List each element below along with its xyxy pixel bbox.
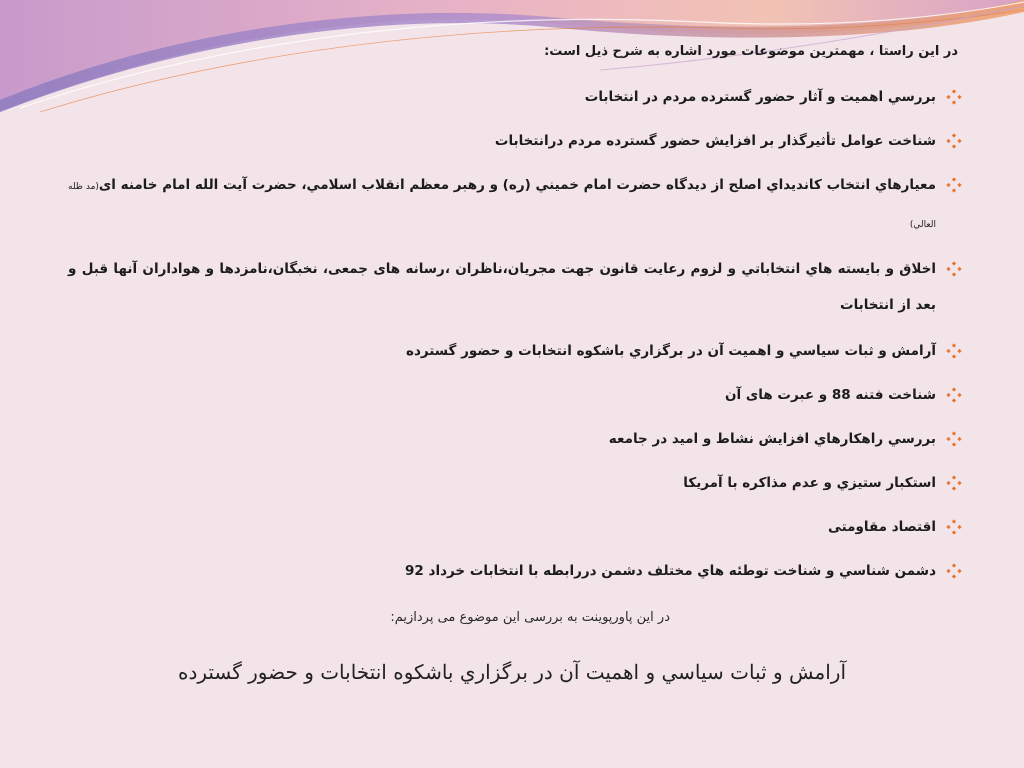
bullet-text: شناخت عوامل تأثيرگذار بر افزايش حضور گسترده مردم درانتخابات	[494, 133, 936, 149]
list-item	[52, 258, 962, 323]
bullet-text: شناخت فتنه 88 و عبرت های آن	[725, 387, 936, 403]
list-item	[52, 516, 962, 545]
diamond-bullet-icon	[946, 261, 962, 277]
bullet-text	[68, 167, 936, 243]
presentation-note: در این پاورپوینت به بررسی این موضوع می پردازیم:	[390, 610, 670, 625]
bullet-text: بررسي اهميت و آثار حضور گسترده مردم در انتخابات	[584, 89, 936, 105]
diamond-bullet-icon	[946, 563, 962, 579]
bullet-text: استكبار ستيزي و عدم مذاكره با آمريكا	[683, 475, 936, 491]
diamond-bullet-icon	[946, 133, 962, 149]
topic-headline: آرامش و ثبات سياسي و اهميت آن در برگزاري باشكوه انتخابات و حضور گسترده	[177, 660, 847, 684]
list-item	[52, 130, 962, 159]
bullet-honorific: (مد ظله العالي)	[68, 182, 936, 230]
bullet-text: اقتصاد مقاومتی	[827, 519, 936, 535]
diamond-bullet-icon	[946, 387, 962, 403]
list-item	[52, 384, 962, 413]
diamond-bullet-icon	[946, 89, 962, 105]
list-item	[52, 428, 962, 457]
list-item	[52, 86, 962, 115]
intro-text: در اين راستا ، مهمترين موضوعات مورد اشاره به شرح ذيل است:	[544, 44, 958, 59]
list-item	[52, 560, 962, 589]
diamond-bullet-icon	[946, 343, 962, 359]
bullet-text: آرامش و ثبات سياسي و اهميت آن در برگزاري باشكوه انتخابات و حضور گسترده	[406, 343, 936, 359]
bullet-text: دشمن شناسي و شناخت توطئه هاي مختلف دشمن دررابطه با انتخابات خرداد 92	[405, 563, 936, 579]
bullet-text: بررسي راهكارهاي افزايش نشاط و اميد در جامعه	[608, 431, 936, 447]
diamond-bullet-icon	[946, 519, 962, 535]
diamond-bullet-icon	[946, 431, 962, 447]
list-item	[52, 472, 962, 501]
bullet-main-text: معيارهاي انتخاب كانديداي اصلح از ديدگاه حضرت امام خميني (ره) و رهبر معظم انقلاب اسلامي، حضرت آيت الله امام خامنه ای	[98, 177, 936, 193]
bullet-text: اخلاق و بايسته هاي انتخاباتي و لزوم رعايت قانون جهت مجريان،ناظران ،رسانه های جمعی، نخبگان،نامزدها و هواداران آنها قبل و بعد از انتخابات	[68, 261, 936, 313]
list-item	[52, 340, 962, 369]
list-item	[52, 174, 962, 243]
diamond-bullet-icon	[946, 475, 962, 491]
diamond-bullet-icon	[946, 177, 962, 193]
